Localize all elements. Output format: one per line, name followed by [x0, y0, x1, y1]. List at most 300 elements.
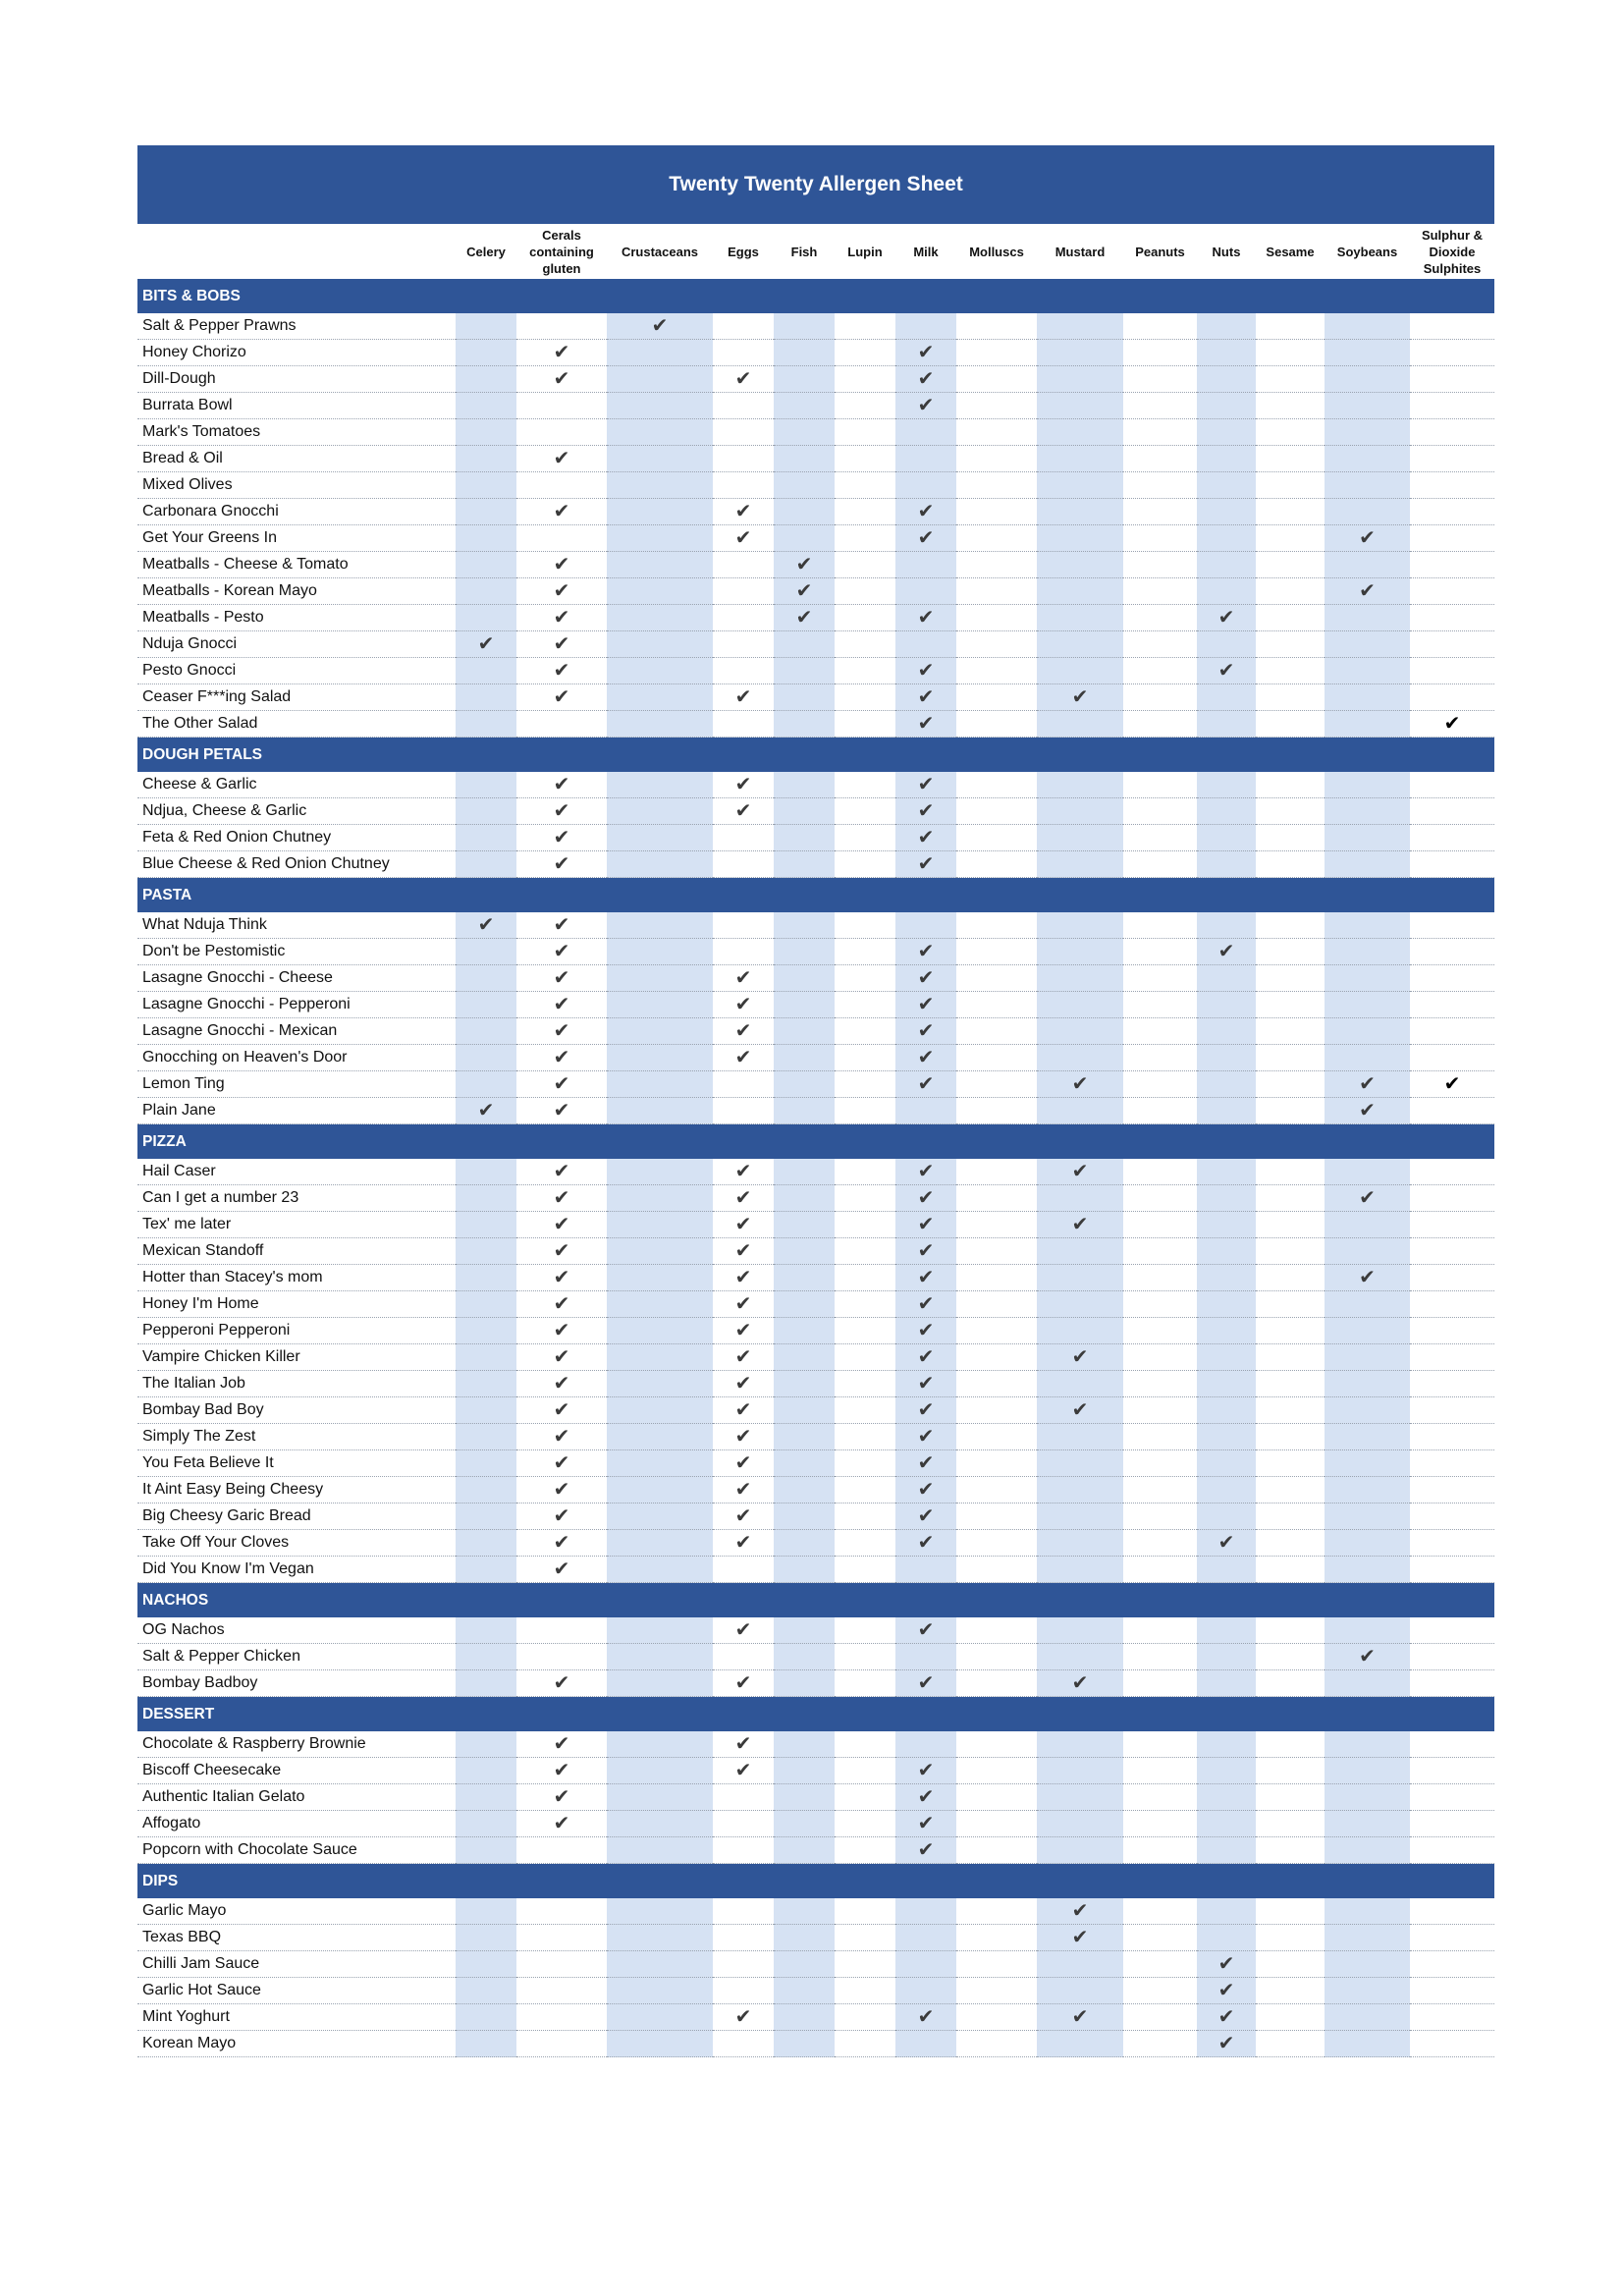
allergen-cell-cerals-containing-gluten	[516, 1837, 607, 1864]
allergen-cell-molluscs	[956, 1098, 1037, 1124]
allergen-cell-nuts	[1197, 552, 1256, 578]
check-mark-icon: ✔	[734, 1213, 752, 1235]
allergen-cell-soybeans	[1325, 1045, 1410, 1071]
allergen-cell-sesame	[1256, 1045, 1325, 1071]
menu-item-name: Nduja Gnocci	[137, 631, 456, 658]
allergen-cell-molluscs	[956, 472, 1037, 499]
allergen-cell-sulphur-dioxide-sulphites	[1410, 711, 1494, 738]
check-mark-icon: ✔	[917, 606, 935, 629]
allergen-cell-eggs	[713, 1670, 774, 1697]
allergen-cell-soybeans	[1325, 1837, 1410, 1864]
allergen-cell-nuts	[1197, 525, 1256, 552]
allergen-cell-fish	[774, 1731, 835, 1758]
allergen-cell-eggs	[713, 525, 774, 552]
check-mark-icon: ✔	[1071, 1671, 1089, 1694]
check-mark-icon: ✔	[734, 1160, 752, 1182]
allergen-cell-mustard	[1037, 2004, 1123, 2031]
allergen-cell-crustaceans	[607, 2031, 713, 2057]
allergen-cell-eggs	[713, 366, 774, 393]
allergen-cell-crustaceans	[607, 711, 713, 738]
allergen-cell-milk	[895, 1291, 956, 1318]
allergen-cell-soybeans	[1325, 1344, 1410, 1371]
allergen-cell-milk	[895, 1503, 956, 1530]
menu-item-row	[137, 1477, 1494, 1503]
allergen-cell-sulphur-dioxide-sulphites	[1410, 1318, 1494, 1344]
check-mark-icon: ✔	[734, 1292, 752, 1315]
allergen-cell-fish	[774, 1978, 835, 2004]
check-mark-icon: ✔	[1071, 1926, 1089, 1948]
allergen-cell-celery	[456, 1670, 516, 1697]
menu-item-name: The Other Salad	[137, 711, 456, 738]
allergen-cell-soybeans	[1325, 1424, 1410, 1450]
allergen-cell-milk	[895, 552, 956, 578]
allergen-cell-celery	[456, 1424, 516, 1450]
allergen-cell-eggs	[713, 631, 774, 658]
allergen-cell-celery	[456, 499, 516, 525]
allergen-cell-nuts	[1197, 1291, 1256, 1318]
section-header-bits-bobs	[137, 279, 1494, 313]
allergen-cell-peanuts	[1123, 1978, 1197, 2004]
check-mark-icon: ✔	[553, 1372, 570, 1394]
allergen-cell-fish	[774, 499, 835, 525]
check-mark-icon: ✔	[553, 1504, 570, 1527]
allergen-cell-sulphur-dioxide-sulphites	[1410, 1098, 1494, 1124]
allergen-cell-crustaceans	[607, 825, 713, 851]
check-mark-icon: ✔	[734, 1759, 752, 1781]
allergen-cell-fish	[774, 1784, 835, 1811]
allergen-cell-crustaceans	[607, 1617, 713, 1644]
allergen-cell-fish	[774, 446, 835, 472]
allergen-cell-sulphur-dioxide-sulphites	[1410, 1530, 1494, 1557]
allergen-cell-eggs	[713, 2004, 774, 2031]
menu-item-row	[137, 1071, 1494, 1098]
allergen-cell-molluscs	[956, 446, 1037, 472]
allergen-cell-celery	[456, 2004, 516, 2031]
allergen-cell-celery	[456, 1477, 516, 1503]
allergen-cell-nuts	[1197, 1185, 1256, 1212]
allergen-cell-fish	[774, 631, 835, 658]
allergen-cell-molluscs	[956, 711, 1037, 738]
allergen-cell-sesame	[1256, 965, 1325, 992]
allergen-cell-fish	[774, 1951, 835, 1978]
check-mark-icon: ✔	[917, 526, 935, 549]
allergen-cell-fish	[774, 366, 835, 393]
allergen-cell-sesame	[1256, 1811, 1325, 1837]
check-mark-icon: ✔	[917, 1504, 935, 1527]
check-mark-icon: ✔	[917, 1345, 935, 1368]
check-mark-icon: ✔	[1443, 1072, 1461, 1095]
check-mark-icon: ✔	[1217, 940, 1235, 962]
allergen-cell-sesame	[1256, 2004, 1325, 2031]
allergen-cell-milk	[895, 1018, 956, 1045]
check-mark-icon: ✔	[734, 685, 752, 708]
allergen-cell-sulphur-dioxide-sulphites	[1410, 1644, 1494, 1670]
allergen-cell-sesame	[1256, 1344, 1325, 1371]
check-mark-icon: ✔	[553, 553, 570, 575]
allergen-cell-peanuts	[1123, 2031, 1197, 2057]
allergen-cell-fish	[774, 1450, 835, 1477]
allergen-cell-molluscs	[956, 2031, 1037, 2057]
menu-item-name: Burrata Bowl	[137, 393, 456, 419]
allergen-cell-sesame	[1256, 1071, 1325, 1098]
check-mark-icon: ✔	[1359, 1186, 1376, 1209]
allergen-cell-soybeans	[1325, 1185, 1410, 1212]
allergen-cell-sulphur-dioxide-sulphites	[1410, 1238, 1494, 1265]
check-mark-icon: ✔	[734, 993, 752, 1015]
allergen-cell-peanuts	[1123, 1811, 1197, 1837]
allergen-cell-celery	[456, 313, 516, 340]
check-mark-icon: ✔	[917, 1759, 935, 1781]
allergen-cell-lupin	[835, 798, 895, 825]
allergen-cell-sulphur-dioxide-sulphites	[1410, 1811, 1494, 1837]
allergen-cell-nuts	[1197, 1731, 1256, 1758]
allergen-cell-lupin	[835, 1238, 895, 1265]
allergen-cell-fish	[774, 992, 835, 1018]
allergen-cell-soybeans	[1325, 419, 1410, 446]
allergen-cell-nuts	[1197, 965, 1256, 992]
allergen-cell-eggs	[713, 1951, 774, 1978]
allergen-cell-sulphur-dioxide-sulphites	[1410, 1291, 1494, 1318]
allergen-cell-eggs	[713, 1424, 774, 1450]
allergen-cell-sesame	[1256, 1898, 1325, 1925]
allergen-cell-soybeans	[1325, 1758, 1410, 1784]
allergen-cell-peanuts	[1123, 798, 1197, 825]
menu-item-name: It Aint Easy Being Cheesy	[137, 1477, 456, 1503]
allergen-cell-sulphur-dioxide-sulphites	[1410, 1212, 1494, 1238]
allergen-cell-mustard	[1037, 1397, 1123, 1424]
check-mark-icon: ✔	[553, 367, 570, 390]
allergen-cell-celery	[456, 1644, 516, 1670]
allergen-cell-milk	[895, 851, 956, 878]
allergen-cell-celery	[456, 1098, 516, 1124]
check-mark-icon: ✔	[917, 1812, 935, 1834]
allergen-cell-fish	[774, 1530, 835, 1557]
allergen-cell-molluscs	[956, 605, 1037, 631]
allergen-cell-celery	[456, 1265, 516, 1291]
menu-item-name: Plain Jane	[137, 1098, 456, 1124]
allergen-cell-celery	[456, 1978, 516, 2004]
allergen-cell-celery	[456, 711, 516, 738]
allergen-cell-soybeans	[1325, 393, 1410, 419]
allergen-cell-eggs	[713, 340, 774, 366]
allergen-cell-molluscs	[956, 552, 1037, 578]
menu-item-name: Bombay Bad Boy	[137, 1397, 456, 1424]
allergen-table	[137, 224, 1494, 2057]
allergen-cell-lupin	[835, 1617, 895, 1644]
allergen-cell-cerals-containing-gluten	[516, 578, 607, 605]
allergen-header-sesame: Sesame	[1266, 244, 1315, 259]
allergen-cell-soybeans	[1325, 552, 1410, 578]
allergen-cell-lupin	[835, 1450, 895, 1477]
menu-item-name: Lasagne Gnocchi - Cheese	[137, 965, 456, 992]
allergen-cell-fish	[774, 313, 835, 340]
allergen-cell-sulphur-dioxide-sulphites	[1410, 772, 1494, 798]
allergen-cell-sulphur-dioxide-sulphites	[1410, 684, 1494, 711]
allergen-cell-milk	[895, 1978, 956, 2004]
allergen-cell-sulphur-dioxide-sulphites	[1410, 1071, 1494, 1098]
allergen-cell-eggs	[713, 658, 774, 684]
allergen-cell-mustard	[1037, 1811, 1123, 1837]
allergen-cell-molluscs	[956, 1344, 1037, 1371]
allergen-cell-eggs	[713, 1159, 774, 1185]
allergen-cell-crustaceans	[607, 658, 713, 684]
allergen-cell-mustard	[1037, 631, 1123, 658]
allergen-cell-mustard	[1037, 1238, 1123, 1265]
allergen-cell-nuts	[1197, 711, 1256, 738]
allergen-cell-milk	[895, 1477, 956, 1503]
allergen-cell-sesame	[1256, 499, 1325, 525]
allergen-cell-lupin	[835, 552, 895, 578]
check-mark-icon: ✔	[553, 1213, 570, 1235]
allergen-cell-celery	[456, 1925, 516, 1951]
allergen-cell-fish	[774, 1291, 835, 1318]
allergen-cell-crustaceans	[607, 1450, 713, 1477]
check-mark-icon: ✔	[553, 940, 570, 962]
allergen-cell-eggs	[713, 912, 774, 939]
allergen-cell-sulphur-dioxide-sulphites	[1410, 605, 1494, 631]
menu-item-row	[137, 1344, 1494, 1371]
allergen-cell-sulphur-dioxide-sulphites	[1410, 1557, 1494, 1583]
allergen-cell-celery	[456, 798, 516, 825]
menu-item-row	[137, 366, 1494, 393]
check-mark-icon: ✔	[917, 367, 935, 390]
allergen-cell-milk	[895, 1758, 956, 1784]
allergen-cell-peanuts	[1123, 1265, 1197, 1291]
section-header-dough-petals	[137, 738, 1494, 773]
allergen-cell-cerals-containing-gluten	[516, 1784, 607, 1811]
allergen-cell-lupin	[835, 446, 895, 472]
allergen-cell-sulphur-dioxide-sulphites	[1410, 1731, 1494, 1758]
allergen-cell-eggs	[713, 578, 774, 605]
check-mark-icon: ✔	[1071, 1213, 1089, 1235]
allergen-cell-mustard	[1037, 851, 1123, 878]
allergen-cell-sesame	[1256, 1925, 1325, 1951]
allergen-cell-molluscs	[956, 1837, 1037, 1864]
allergen-cell-cerals-containing-gluten	[516, 313, 607, 340]
allergen-cell-fish	[774, 1837, 835, 1864]
allergen-cell-molluscs	[956, 1371, 1037, 1397]
allergen-cell-eggs	[713, 1503, 774, 1530]
allergen-cell-celery	[456, 772, 516, 798]
allergen-cell-mustard	[1037, 419, 1123, 446]
allergen-cell-sesame	[1256, 1557, 1325, 1583]
menu-item-name: Salt & Pepper Chicken	[137, 1644, 456, 1670]
allergen-cell-eggs	[713, 1557, 774, 1583]
check-mark-icon: ✔	[553, 1671, 570, 1694]
allergen-cell-lupin	[835, 1045, 895, 1071]
allergen-cell-celery	[456, 1837, 516, 1864]
menu-item-name: The Italian Job	[137, 1371, 456, 1397]
allergen-cell-milk	[895, 1045, 956, 1071]
allergen-cell-peanuts	[1123, 393, 1197, 419]
menu-item-row	[137, 1978, 1494, 2004]
allergen-cell-eggs	[713, 2031, 774, 2057]
allergen-cell-milk	[895, 1265, 956, 1291]
check-mark-icon: ✔	[553, 1425, 570, 1448]
check-mark-icon: ✔	[734, 799, 752, 822]
allergen-cell-celery	[456, 1784, 516, 1811]
allergen-cell-molluscs	[956, 525, 1037, 552]
allergen-cell-sesame	[1256, 2031, 1325, 2057]
allergen-cell-crustaceans	[607, 939, 713, 965]
allergen-cell-molluscs	[956, 1503, 1037, 1530]
menu-item-name: Lasagne Gnocchi - Pepperoni	[137, 992, 456, 1018]
allergen-cell-fish	[774, 1159, 835, 1185]
allergen-cell-molluscs	[956, 366, 1037, 393]
allergen-cell-sesame	[1256, 684, 1325, 711]
allergen-cell-lupin	[835, 658, 895, 684]
allergen-cell-milk	[895, 366, 956, 393]
check-mark-icon: ✔	[1071, 1160, 1089, 1182]
menu-item-row	[137, 578, 1494, 605]
allergen-cell-milk	[895, 419, 956, 446]
menu-item-row	[137, 1291, 1494, 1318]
allergen-cell-sesame	[1256, 825, 1325, 851]
allergen-cell-eggs	[713, 825, 774, 851]
menu-item-name: Meatballs - Cheese & Tomato	[137, 552, 456, 578]
section-header-pasta	[137, 878, 1494, 913]
allergen-cell-soybeans	[1325, 1018, 1410, 1045]
allergen-cell-cerals-containing-gluten	[516, 2031, 607, 2057]
allergen-cell-crustaceans	[607, 419, 713, 446]
allergen-cell-milk	[895, 939, 956, 965]
allergen-cell-milk	[895, 1951, 956, 1978]
allergen-cell-sulphur-dioxide-sulphites	[1410, 992, 1494, 1018]
menu-item-row	[137, 939, 1494, 965]
allergen-cell-mustard	[1037, 1670, 1123, 1697]
menu-item-name: Meatballs - Pesto	[137, 605, 456, 631]
allergen-cell-soybeans	[1325, 472, 1410, 499]
allergen-cell-molluscs	[956, 1397, 1037, 1424]
allergen-cell-fish	[774, 1617, 835, 1644]
check-mark-icon: ✔	[917, 394, 935, 416]
menu-item-row	[137, 1811, 1494, 1837]
allergen-header-celery: Celery	[466, 244, 506, 259]
allergen-cell-nuts	[1197, 1397, 1256, 1424]
check-mark-icon: ✔	[1359, 579, 1376, 602]
allergen-cell-milk	[895, 825, 956, 851]
allergen-cell-cerals-containing-gluten	[516, 1898, 607, 1925]
menu-item-row	[137, 525, 1494, 552]
allergen-cell-milk	[895, 1530, 956, 1557]
check-mark-icon: ✔	[917, 1671, 935, 1694]
menu-item-name: Dill-Dough	[137, 366, 456, 393]
check-mark-icon: ✔	[917, 940, 935, 962]
menu-item-row	[137, 1098, 1494, 1124]
allergen-cell-peanuts	[1123, 1450, 1197, 1477]
allergen-cell-fish	[774, 340, 835, 366]
allergen-cell-mustard	[1037, 1925, 1123, 1951]
allergen-cell-soybeans	[1325, 658, 1410, 684]
menu-item-name: Bombay Badboy	[137, 1670, 456, 1697]
allergen-cell-fish	[774, 1098, 835, 1124]
menu-item-name: Cheese & Garlic	[137, 772, 456, 798]
menu-item-name: Salt & Pepper Prawns	[137, 313, 456, 340]
allergen-cell-peanuts	[1123, 1644, 1197, 1670]
section-title: DIPS	[137, 1864, 1494, 1899]
menu-item-name: Mark's Tomatoes	[137, 419, 456, 446]
allergen-cell-sulphur-dioxide-sulphites	[1410, 825, 1494, 851]
allergen-cell-cerals-containing-gluten	[516, 1265, 607, 1291]
allergen-cell-celery	[456, 552, 516, 578]
allergen-cell-lupin	[835, 1477, 895, 1503]
allergen-cell-eggs	[713, 1344, 774, 1371]
allergen-cell-molluscs	[956, 912, 1037, 939]
allergen-cell-crustaceans	[607, 1925, 713, 1951]
allergen-cell-soybeans	[1325, 499, 1410, 525]
allergen-cell-sesame	[1256, 446, 1325, 472]
allergen-cell-mustard	[1037, 1344, 1123, 1371]
allergen-cell-cerals-containing-gluten	[516, 1424, 607, 1450]
allergen-cell-celery	[456, 366, 516, 393]
allergen-cell-eggs	[713, 1837, 774, 1864]
allergen-cell-lupin	[835, 578, 895, 605]
allergen-cell-lupin	[835, 1530, 895, 1557]
allergen-cell-eggs	[713, 1811, 774, 1837]
allergen-cell-eggs	[713, 1617, 774, 1644]
allergen-cell-mustard	[1037, 1045, 1123, 1071]
allergen-cell-molluscs	[956, 939, 1037, 965]
allergen-cell-lupin	[835, 1318, 895, 1344]
allergen-cell-milk	[895, 1925, 956, 1951]
allergen-cell-milk	[895, 1238, 956, 1265]
allergen-cell-milk	[895, 1557, 956, 1583]
allergen-cell-cerals-containing-gluten	[516, 1557, 607, 1583]
allergen-cell-nuts	[1197, 472, 1256, 499]
allergen-cell-crustaceans	[607, 631, 713, 658]
allergen-cell-celery	[456, 605, 516, 631]
allergen-cell-sesame	[1256, 472, 1325, 499]
allergen-cell-soybeans	[1325, 313, 1410, 340]
allergen-cell-cerals-containing-gluten	[516, 912, 607, 939]
check-mark-icon: ✔	[734, 500, 752, 522]
allergen-cell-mustard	[1037, 1185, 1123, 1212]
allergen-cell-crustaceans	[607, 446, 713, 472]
allergen-cell-peanuts	[1123, 1045, 1197, 1071]
allergen-cell-milk	[895, 1159, 956, 1185]
check-mark-icon: ✔	[917, 1372, 935, 1394]
allergen-cell-milk	[895, 340, 956, 366]
check-mark-icon: ✔	[553, 1239, 570, 1262]
allergen-cell-sulphur-dioxide-sulphites	[1410, 1951, 1494, 1978]
allergen-cell-crustaceans	[607, 1784, 713, 1811]
allergen-cell-soybeans	[1325, 1925, 1410, 1951]
allergen-cell-lupin	[835, 1159, 895, 1185]
allergen-cell-sesame	[1256, 1265, 1325, 1291]
allergen-cell-milk	[895, 684, 956, 711]
allergen-cell-crustaceans	[607, 472, 713, 499]
check-mark-icon: ✔	[734, 367, 752, 390]
allergen-cell-cerals-containing-gluten	[516, 1045, 607, 1071]
allergen-cell-nuts	[1197, 912, 1256, 939]
allergen-cell-eggs	[713, 1185, 774, 1212]
allergen-cell-lupin	[835, 472, 895, 499]
allergen-cell-molluscs	[956, 1185, 1037, 1212]
allergen-cell-lupin	[835, 1811, 895, 1837]
allergen-cell-eggs	[713, 1898, 774, 1925]
allergen-cell-molluscs	[956, 419, 1037, 446]
allergen-cell-sulphur-dioxide-sulphites	[1410, 1450, 1494, 1477]
menu-item-row	[137, 1450, 1494, 1477]
allergen-cell-soybeans	[1325, 1503, 1410, 1530]
allergen-cell-celery	[456, 340, 516, 366]
allergen-cell-cerals-containing-gluten	[516, 499, 607, 525]
menu-item-row	[137, 1784, 1494, 1811]
allergen-cell-lupin	[835, 1978, 895, 2004]
allergen-cell-soybeans	[1325, 1898, 1410, 1925]
menu-item-row	[137, 1557, 1494, 1583]
allergen-cell-milk	[895, 393, 956, 419]
